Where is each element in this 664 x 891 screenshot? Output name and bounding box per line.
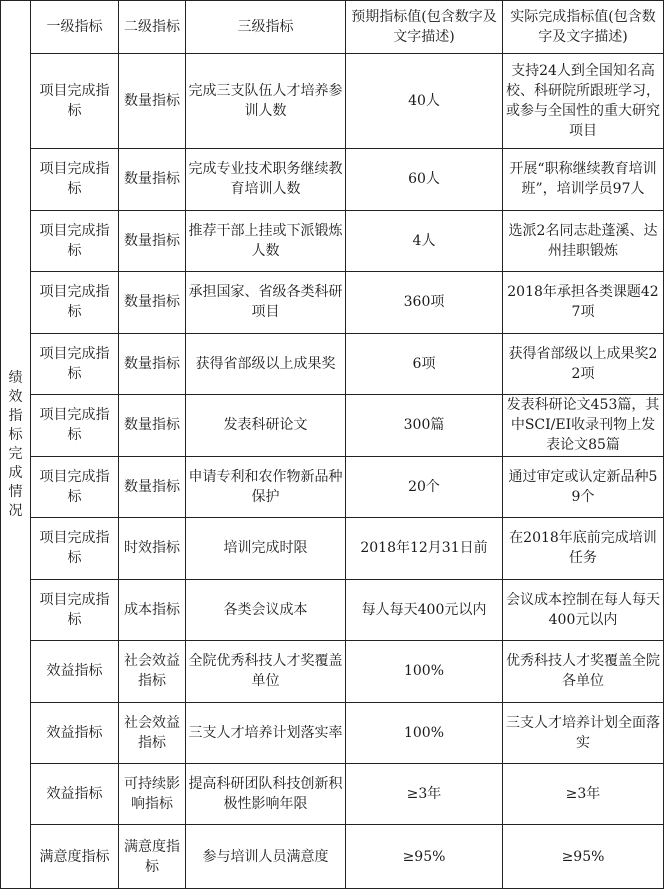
actual-cell: 发表科研论文453篇，其中SCI/EI收录刊物上发表论文85篇 — [503, 395, 664, 456]
level3-cell: 承担国家、省级各类科研项目 — [186, 272, 346, 333]
actual-cell: ≥3年 — [503, 763, 664, 824]
table-row — [1, 825, 664, 889]
side-label-cell — [1, 1, 31, 889]
level2-cell: 可持续影响指标 — [119, 763, 186, 824]
level3-cell: 申请专利和农作物新品种保护 — [186, 456, 346, 517]
actual-cell: 选派2名同志赴蓬溪、达州挂职锻炼 — [503, 210, 664, 271]
level3-cell: 获得省部级以上成果奖 — [186, 333, 346, 394]
expected-cell: 2018年12月31日前 — [346, 518, 503, 579]
header-level2: 二级指标 — [119, 1, 186, 54]
level3-cell: 发表科研论文 — [186, 395, 346, 456]
level3-cell: 全院优秀科技人才奖覆盖单位 — [186, 641, 346, 702]
level2-cell: 数量指标 — [119, 149, 186, 210]
level1-cell: 项目完成指标 — [31, 333, 119, 394]
table-row — [1, 641, 664, 702]
level1-cell: 项目完成指标 — [31, 149, 119, 210]
level3-cell: 提高科研团队科技创新积极性影响年限 — [186, 763, 346, 824]
expected-cell: 60人 — [346, 149, 503, 210]
expected-cell: 6项 — [346, 333, 503, 394]
level1-cell: 项目完成指标 — [31, 518, 119, 579]
actual-cell: 支持24人到全国知名高校、科研院所跟班学习，或参与全国性的重大研究项目 — [503, 54, 664, 149]
level1-cell: 项目完成指标 — [31, 210, 119, 271]
side-label: 绩效指标完成情况 — [8, 369, 23, 519]
level3-cell: 培训完成时限 — [186, 518, 346, 579]
level2-cell: 数量指标 — [119, 395, 186, 456]
table-row — [1, 518, 664, 579]
actual-cell: 在2018年底前完成培训任务 — [503, 518, 664, 579]
header-level3: 三级指标 — [186, 1, 346, 54]
actual-cell: 获得省部级以上成果奖22项 — [503, 333, 664, 394]
expected-cell: 100% — [346, 641, 503, 702]
header-actual: 实际完成指标值(包含数字及文字描述) — [503, 1, 664, 54]
level2-cell: 数量指标 — [119, 210, 186, 271]
header-row — [1, 1, 664, 54]
level1-cell: 效益指标 — [31, 641, 119, 702]
level2-cell: 时效指标 — [119, 518, 186, 579]
level3-cell: 完成三支队伍人才培养参训人数 — [186, 54, 346, 149]
level3-cell: 推荐干部上挂或下派锻炼人数 — [186, 210, 346, 271]
level1-cell: 项目完成指标 — [31, 579, 119, 640]
level3-cell: 三支人才培养计划落实率 — [186, 702, 346, 763]
level3-cell: 完成专业技术职务继续教育培训人数 — [186, 149, 346, 210]
actual-cell: 开展“职称继续教育培训班”，培训学员97人 — [503, 149, 664, 210]
level3-cell: 各类会议成本 — [186, 579, 346, 640]
level2-cell: 数量指标 — [119, 272, 186, 333]
expected-cell: 360项 — [346, 272, 503, 333]
expected-cell: 每人每天400元以内 — [346, 579, 503, 640]
header-level1: 一级指标 — [31, 1, 119, 54]
actual-cell: 优秀科技人才奖覆盖全院各单位 — [503, 641, 664, 702]
actual-cell: 2018年承担各类课题427项 — [503, 272, 664, 333]
table-row — [1, 149, 664, 210]
table-row — [1, 702, 664, 763]
header-expected: 预期指标值(包含数字及文字描述) — [346, 1, 503, 54]
table-row — [1, 456, 664, 517]
expected-cell: ≥95% — [346, 825, 503, 889]
level2-cell: 数量指标 — [119, 456, 186, 517]
level2-cell: 成本指标 — [119, 579, 186, 640]
level2-cell: 社会效益指标 — [119, 641, 186, 702]
table-row — [1, 210, 664, 271]
level1-cell: 效益指标 — [31, 763, 119, 824]
expected-cell: 100% — [346, 702, 503, 763]
expected-cell: 300篇 — [346, 395, 503, 456]
level3-cell: 参与培训人员满意度 — [186, 825, 346, 889]
level1-cell: 效益指标 — [31, 702, 119, 763]
level1-cell: 项目完成指标 — [31, 395, 119, 456]
expected-cell: ≥3年 — [346, 763, 503, 824]
level1-cell: 满意度指标 — [31, 825, 119, 889]
actual-cell: ≥95% — [503, 825, 664, 889]
expected-cell: 4人 — [346, 210, 503, 271]
actual-cell: 三支人才培养计划全面落实 — [503, 702, 664, 763]
table-row — [1, 395, 664, 456]
level2-cell: 满意度指标 — [119, 825, 186, 889]
level1-cell: 项目完成指标 — [31, 54, 119, 149]
level2-cell: 数量指标 — [119, 333, 186, 394]
table-row — [1, 272, 664, 333]
level2-cell: 数量指标 — [119, 54, 186, 149]
level1-cell: 项目完成指标 — [31, 272, 119, 333]
level1-cell: 项目完成指标 — [31, 456, 119, 517]
table-row — [1, 333, 664, 394]
table-row — [1, 579, 664, 640]
actual-cell: 通过审定或认定新品种59个 — [503, 456, 664, 517]
table-row — [1, 763, 664, 824]
expected-cell: 20个 — [346, 456, 503, 517]
expected-cell: 40人 — [346, 54, 503, 149]
actual-cell: 会议成本控制在每人每天400元以内 — [503, 579, 664, 640]
table-row — [1, 54, 664, 149]
level2-cell: 社会效益指标 — [119, 702, 186, 763]
